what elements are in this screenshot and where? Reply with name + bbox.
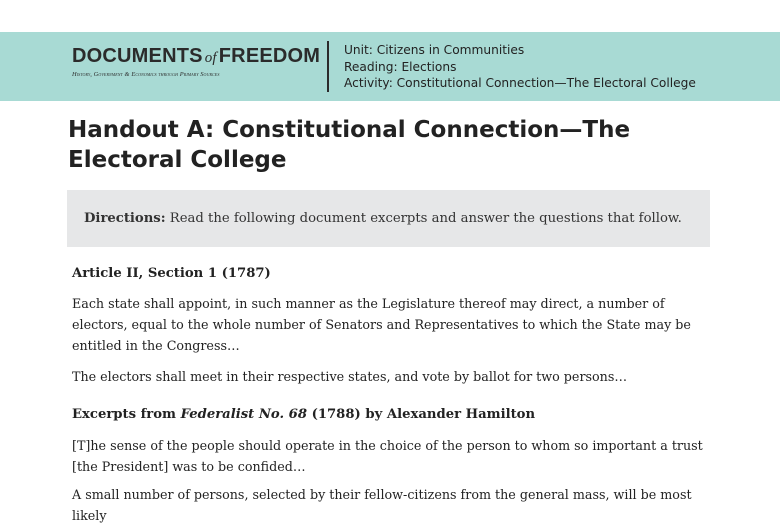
logo-word-documents: DOCUMENTS — [72, 45, 203, 67]
federalist-heading-suffix: (1788) by Alexander Hamilton — [307, 407, 536, 422]
documents-of-freedom-logo[interactable] — [72, 45, 321, 78]
federalist-heading-prefix: Excerpts from — [72, 407, 181, 422]
directions-text — [84, 211, 682, 226]
header-divider — [327, 41, 329, 92]
directions-body: Read the following document excerpts and answer the questions that follow. — [169, 211, 682, 226]
federalist-heading-title: Federalist No. 68 — [180, 407, 307, 422]
logo-tagline: History, Government & Economics through Primary Sources — [72, 71, 220, 78]
article-ii-paragraph-1: Each state shall appoint, in such manner as the Legislature thereof may direct, a number of electors, equal to the whole number of Senators and Representatives to which the State may be entitled in the Congress… — [72, 296, 691, 354]
logo-word-of: of — [204, 50, 217, 66]
federalist-paragraph-1: [T]he sense of the people should operate in the choice of the person to whom so important a trust [the President] was to be confided… — [72, 438, 703, 475]
unit-info — [344, 42, 696, 92]
directions-label: Directions: — [84, 211, 166, 226]
activity-label: Activity: Constitutional Connection—The Electoral College — [344, 76, 696, 91]
section-heading-federalist-68 — [72, 407, 535, 422]
reading-label: Reading: Elections — [344, 59, 457, 74]
federalist-paragraph-2: A small number of persons, selected by their fellow-citizens from the general mass, will be most likely — [72, 487, 692, 524]
article-ii-paragraph-2: The electors shall meet in their respective states, and vote by ballot for two persons… — [72, 369, 628, 384]
page-title: Handout A: Constitutional Connection—The Electoral College — [68, 117, 631, 173]
logo-word-freedom: FREEDOM — [218, 45, 321, 67]
unit-label: Unit: Citizens in Communities — [344, 43, 525, 57]
directions-box — [67, 190, 710, 247]
section-heading-article-ii: Article II, Section 1 (1787) — [72, 266, 271, 281]
logo-wordmark — [72, 45, 321, 69]
